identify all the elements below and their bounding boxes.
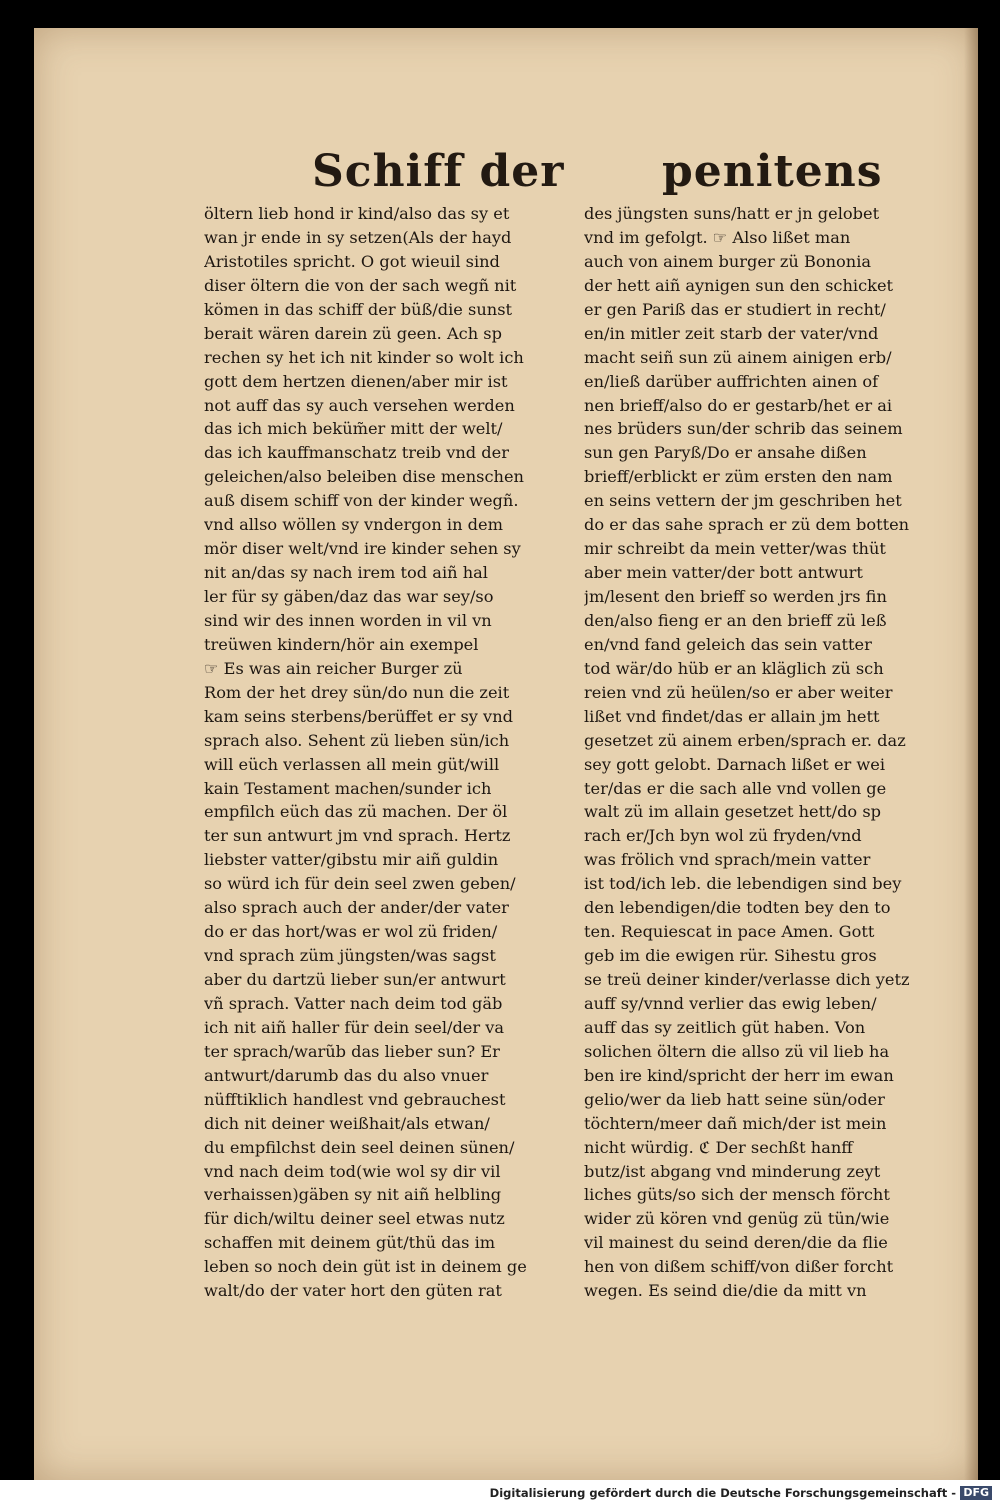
text-line: gelio/wer da lieb hatt seine sün/oder [584, 1089, 885, 1109]
text-line: geleichen/also beleiben dise menschen [204, 467, 524, 487]
text-line: schaffen mit deinem güt/thü das im [204, 1233, 496, 1253]
running-title-right: penitens [662, 146, 883, 197]
text-line: auß disem schiff von der kinder wegñ. [204, 491, 519, 511]
text-column-right [584, 202, 934, 1303]
text-line: des jüngsten suns/hatt er jn gelobet [584, 204, 880, 223]
text-line: ter sun antwurt jm vnd sprach. Hertz [204, 826, 511, 846]
text-line: du empfilchst dein seel deinen sünen/ [204, 1137, 515, 1157]
text-line: leben so noch dein güt ist in deinem ge [204, 1257, 527, 1277]
text-line: auch von ainem burger zü Bononia [584, 251, 872, 271]
text-line: do er das hort/was er wol zü friden/ [204, 922, 498, 942]
text-line: vnd sprach züm jüngsten/was sagst [204, 946, 496, 966]
text-line: vnd allso wöllen sy vndergon in dem [204, 515, 503, 535]
text-line: brieff/erblickt er züm ersten den nam [584, 467, 893, 487]
text-line: aber du dartzü lieber sun/er antwurt [204, 970, 506, 989]
text-line: en/ließ darüber auffrichten ainen of [584, 371, 879, 391]
text-line: nen brieff/also do er gestarb/het er ai [584, 395, 893, 415]
text-line: diser öltern die von der sach wegñ nit [204, 275, 517, 295]
text-line: dich nit deiner weißhait/als etwan/ [204, 1113, 490, 1133]
text-line: berait wären darein zü geen. Ach sp [204, 323, 502, 343]
text-line: kain Testament machen/sunder ich [204, 778, 492, 798]
text-line: walt zü im allain gesetzet hett/do sp [584, 802, 881, 822]
text-line: solichen öltern die allso zü vil lieb ha [584, 1041, 890, 1061]
text-line: gesetzet zü ainem erben/sprach er. daz [584, 730, 906, 750]
text-line: se treü deiner kinder/verlasse dich yetz [584, 970, 910, 989]
text-line: geb im die ewigen rür. Sihestu gros [584, 946, 877, 966]
text-line: ter sprach/warũb das lieber sun? Er [204, 1041, 500, 1061]
text-line: en/vnd fand geleich das sein vatter [584, 634, 872, 654]
text-line: kömen in das schiff der büß/die sunst [204, 299, 513, 319]
text-line: reien vnd zü heülen/so er aber weiter [584, 682, 893, 702]
text-line: töchtern/meer dañ mich/der ist mein [584, 1113, 887, 1133]
text-line: ler für sy gäben/daz das war sey/so [204, 587, 494, 606]
text-line: gott dem hertzen dienen/aber mir ist [204, 371, 508, 391]
text-line: vñ sprach. Vatter nach deim tod gäb [204, 993, 503, 1013]
text-line: en/in mitler zeit starb der vater/vnd [584, 323, 879, 343]
text-line: wider zü kören vnd genüg zü tün/wie [584, 1209, 890, 1229]
text-line: butz/ist abgang vnd minderung zeyt [584, 1161, 881, 1181]
text-line: sind wir des innen worden in vil vn [204, 610, 492, 630]
text-line: empfilch eüch das zü machen. Der öl [204, 802, 508, 822]
book-page [34, 28, 978, 1480]
text-line: für dich/wiltu deiner seel etwas nutz [204, 1209, 505, 1229]
text-line: lißet vnd findet/das er allain jm hett [584, 706, 880, 726]
text-line: en seins vettern der jm geschriben het [584, 491, 902, 511]
text-line: ☞ Es was ain reicher Burger zü [204, 658, 463, 678]
text-line: der hett aiñ aynigen sun den schicket [584, 275, 894, 295]
text-line: nüfftiklich handlest vnd gebrauchest [204, 1089, 506, 1109]
text-line: aber mein vatter/der bott antwurt [584, 563, 863, 583]
text-line: also sprach auch der ander/der vater [204, 898, 509, 918]
text-line: mör diser welt/vnd ire kinder sehen sy [204, 539, 521, 559]
text-line: mir schreibt da mein vetter/was thüt [584, 539, 886, 559]
text-line: rechen sy het ich nit kinder so wolt ich [204, 347, 524, 367]
page-edge-shadow [964, 28, 978, 1480]
text-line: antwurt/darumb das du also vnuer [204, 1065, 489, 1085]
text-line: will eüch verlassen all mein güt/will [204, 754, 500, 774]
text-line: das ich kauffmanschatz treib vnd der [204, 443, 509, 463]
text-line: not auff das sy auch versehen werden [204, 395, 515, 415]
text-line: macht seiñ sun zü ainem ainigen erb/ [584, 347, 892, 367]
text-line: ter/das er die sach alle vnd vollen ge [584, 778, 887, 798]
text-line: liebster vatter/gibstu mir aiñ guldin [204, 850, 499, 870]
text-line: nit an/das sy nach irem tod aiñ hal [204, 563, 488, 583]
running-title-left: Schiff der [312, 146, 565, 197]
text-line: tod wär/do hüb er an kläglich zü sch [584, 658, 884, 678]
text-line: ben ire kind/spricht der herr im ewan [584, 1065, 894, 1085]
text-line: Aristotiles spricht. O got wieuil sind [204, 251, 500, 271]
text-line: ich nit aiñ haller für dein seel/der va [204, 1017, 505, 1037]
footer-bar [0, 1480, 1000, 1506]
text-line: auff das sy zeitlich güt haben. Von [584, 1017, 866, 1037]
text-line: vnd im gefolgt. ☞ Also lißet man [584, 227, 851, 247]
text-line: sun gen Paryß/Do er ansahe dißen [584, 443, 867, 463]
text-line: Rom der het drey sün/do nun die zeit [204, 682, 510, 702]
text-line: vil mainest du seind deren/die da flie [584, 1233, 888, 1253]
text-line: ist tod/ich leb. die lebendigen sind bey [584, 874, 902, 894]
text-line: er gen Pariß das er studiert in recht/ [584, 299, 886, 319]
text-line: do er das sahe sprach er zü dem botten [584, 515, 910, 535]
text-line: so würd ich für dein seel zwen geben/ [204, 874, 516, 894]
text-column-left [204, 202, 554, 1303]
text-line: hen von dißem schiff/von dißer forcht [584, 1257, 894, 1277]
text-line: rach er/Jch byn wol zü fryden/vnd [584, 826, 862, 846]
text-line: auff sy/vnnd verlier das ewig leben/ [584, 993, 877, 1013]
text-line: das ich mich beküm̃er mitt der welt/ [204, 419, 503, 439]
text-line: sey gott gelobt. Darnach lißet er wei [584, 754, 886, 774]
text-line: wan jr ende in sy setzen(Als der hayd [204, 227, 512, 247]
text-line: den/also fieng er an den brieff zü leß [584, 610, 887, 630]
funding-credit: Digitalisierung gefördert durch die Deutsche Forschungsgemeinschaft - [489, 1486, 956, 1500]
text-line: sprach also. Sehent zü lieben sün/ich [204, 730, 510, 750]
text-line: nes brüders sun/der schrib das seinem [584, 419, 903, 439]
text-line: vnd nach deim tod(wie wol sy dir vil [204, 1161, 501, 1181]
text-line: verhaissen)gäben sy nit aiñ helbling [204, 1185, 502, 1205]
text-line: liches güts/so sich der mensch förcht [584, 1185, 890, 1205]
text-line: ten. Requiescat in pace Amen. Gott [584, 922, 875, 942]
dfg-logo: DFG [960, 1486, 992, 1500]
text-line: wegen. Es seind die/die da mitt vn [584, 1281, 867, 1301]
text-line: walt/do der vater hort den güten rat [204, 1281, 502, 1301]
text-line: öltern lieb hond ir kind/also das sy et [204, 204, 510, 223]
text-line: kam seins sterbens/berüffet er sy vnd [204, 706, 513, 726]
text-line: jm/lesent den brieff so werden jrs fin [584, 587, 887, 606]
text-line: treüwen kindern/hör ain exempel [204, 634, 479, 654]
text-line: den lebendigen/die todten bey den to [584, 898, 891, 918]
text-line: was frölich vnd sprach/mein vatter [584, 850, 871, 870]
text-line: nicht würdig. ℭ Der sechßt hanff [584, 1137, 853, 1157]
